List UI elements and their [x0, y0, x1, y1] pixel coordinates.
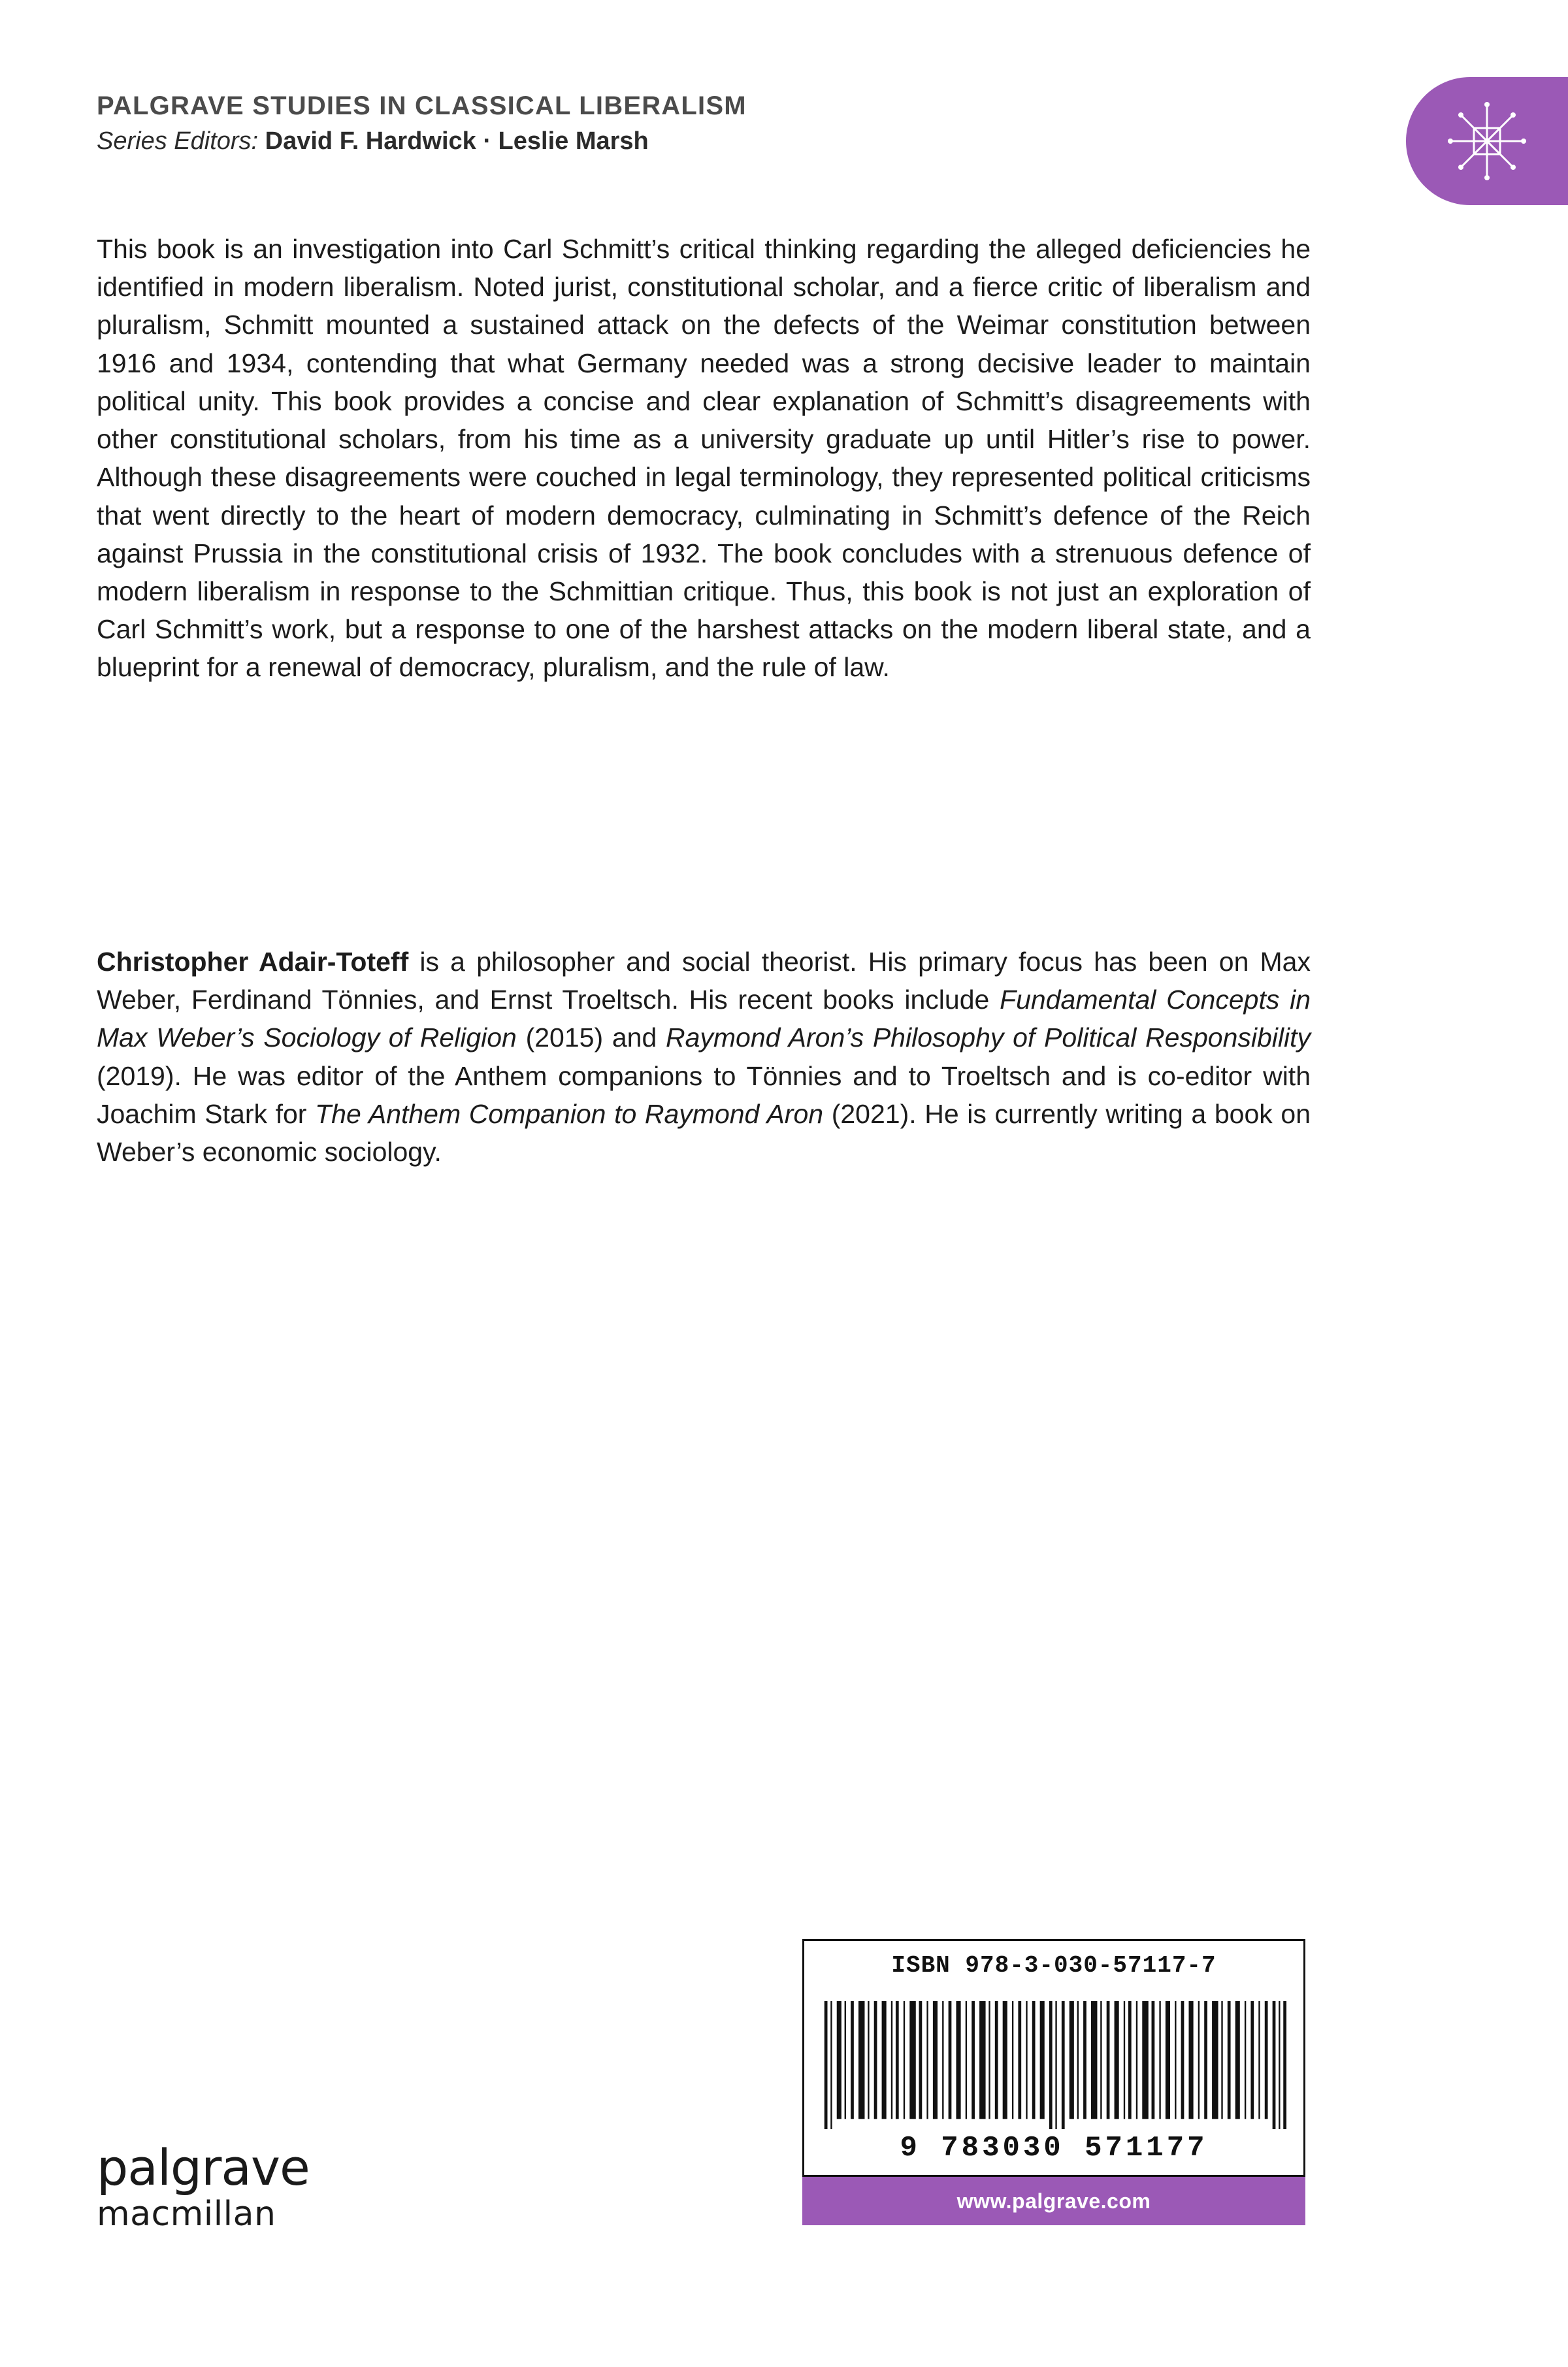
publisher-website-url: www.palgrave.com: [956, 2189, 1151, 2213]
bio-segment-3: (2019). He was editor of the Anthem companions to Tönnies and to Troeltsch and is co-editor with Joachim Stark for: [97, 1060, 1311, 1129]
bio-book-title-2: Raymond Aron’s Philosophy of Political Responsibility: [665, 1022, 1311, 1053]
series-title: PALGRAVE STUDIES IN CLASSICAL LIBERALISM: [97, 91, 747, 120]
series-editors-label: Series Editors:: [97, 127, 259, 155]
isbn-text: ISBN 978-3-030-57117-7: [891, 1951, 1217, 1979]
book-description: This book is an investigation into Carl Schmitt’s critical thinking regarding the alleged deficiencies he identified in modern liberalism. Noted jurist, constitutional scholar, and a fierce critic of liberalism and pluralism, Schmitt mounted a sustained attack on the defects of the Weimar constitution between 1916 and 1934, contending that what Germany needed was a strong decisive leader to maintain political unity. This book provides a concise and clear explanation of Schmitt’s disagreements with other constitutional scholars, from his time as a university graduate up until Hitler’s rise to power. Although these disagreements were couched in legal terminology, they represented political criticisms that went directly to the heart of modern democracy, culminating in Schmitt’s defence of the Reich against Prussia in the constitutional crisis of 1932. The book concludes with a strenuous defence of modern liberalism in response to the Schmittian critique. Thus, this book is not just an exploration of Carl Schmitt’s work, but a response to one of the harshest attacks on the modern liberal state, and a blueprint for a renewal of democracy, pluralism, and the rule of law.: [97, 234, 1311, 683]
series-editors: [97, 127, 1077, 155]
palgrave-symbol-badge: [1406, 77, 1568, 205]
ean-barcode: [802, 1989, 1305, 2177]
author-biography: [97, 943, 1311, 1171]
publisher-logo: [97, 2138, 384, 2237]
bio-segment-1: is a philosopher and social theorist. His primary focus has been on Max Weber, Ferdinand Tönnies, and Ernst Troeltsch. His recent books include: [97, 947, 1311, 1015]
isbn-box: [802, 1939, 1305, 1989]
author-name: Christopher Adair-Toteff: [97, 947, 409, 977]
series-header: [97, 91, 1077, 155]
barcode-block: [802, 1939, 1305, 2225]
publisher-name-palgrave: palgrave: [97, 2138, 310, 2196]
barcode-bars-icon: [821, 2001, 1286, 2129]
palgrave-macmillan-symbol-icon: [1428, 99, 1546, 183]
bio-book-title-3: The Anthem Companion to Raymond Aron: [315, 1098, 824, 1129]
bio-segment-2: (2015) and: [516, 1022, 666, 1053]
bio-segment-4: (2021). He is currently writing a book on Weber’s economic sociology.: [97, 1098, 1311, 1167]
publisher-name-macmillan: macmillan: [97, 2195, 276, 2234]
ean-digits: 9 783030 571177: [900, 2132, 1208, 2164]
series-editors-names: David F. Hardwick · Leslie Marsh: [265, 127, 649, 155]
publisher-website-banner[interactable]: [802, 2177, 1305, 2225]
bio-book-title-1: Fundamental Concepts in Max Weber’s Sociology of Religion: [97, 985, 1311, 1053]
